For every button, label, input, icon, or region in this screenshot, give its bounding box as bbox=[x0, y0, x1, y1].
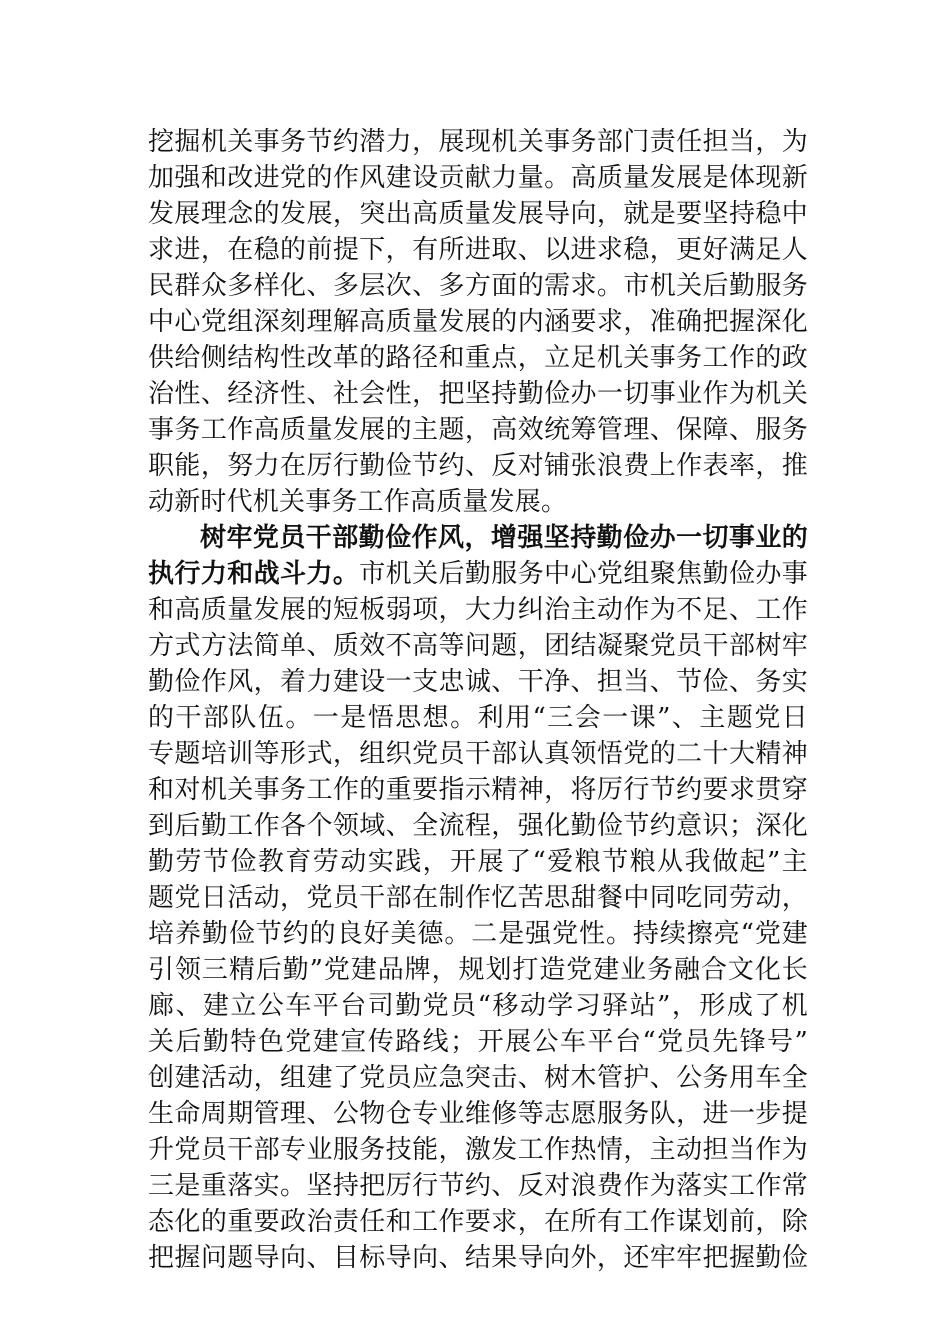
text-line: 发展理念的发展，突出高质量发展导向，就是要坚持稳中 bbox=[148, 199, 808, 229]
text-line: 中心党组深刻理解高质量发展的内涵要求，准确把握深化 bbox=[148, 307, 808, 337]
text-line: 挖掘机关事务节约潜力，展现机关事务部门责任担当，为 bbox=[148, 127, 808, 157]
text-line: 治性、经济性、社会性，把坚持勤俭办一切事业作为机关 bbox=[148, 379, 808, 409]
text-line: 民群众多样化、多层次、多方面的需求。市机关后勤服务 bbox=[148, 271, 808, 301]
text-line: 的干部队伍。一是悟思想。利用“三会一课”、主题党日 bbox=[148, 703, 808, 733]
text-line: 和对机关事务工作的重要指示精神，将厉行节约要求贯穿 bbox=[148, 775, 808, 805]
text-line: 专题培训等形式，组织党员干部认真领悟党的二十大精神 bbox=[148, 739, 808, 769]
text-line: 题党日活动，党员干部在制作忆苦思甜餐中同吃同劳动， bbox=[148, 883, 808, 913]
text-line: 关后勤特色党建宣传路线；开展公车平台“党员先锋号” bbox=[148, 1027, 808, 1057]
text-line: 把握问题导向、目标导向、结果导向外，还牢牢把握勤俭 bbox=[148, 1243, 808, 1273]
section-heading-tail: 执行力和战斗力。 bbox=[148, 559, 360, 589]
text-line: 供给侧结构性改革的路径和重点，立足机关事务工作的政 bbox=[148, 343, 808, 373]
text-line: 职能，努力在厉行勤俭节约、反对铺张浪费上作表率，推 bbox=[148, 451, 808, 481]
text-line: 三是重落实。坚持把厉行节约、反对浪费作为落实工作常 bbox=[148, 1171, 808, 1201]
text-line: 创建活动，组建了党员应急突击、树木管护、公务用车全 bbox=[148, 1063, 808, 1093]
text-line: 加强和改进党的作风建设贡献力量。高质量发展是体现新 bbox=[148, 163, 808, 193]
text-line: 事务工作高质量发展的主题，高效统筹管理、保障、服务 bbox=[148, 415, 808, 445]
text-line: 廊、建立公车平台司勤党员“移动学习驿站”，形成了机 bbox=[148, 991, 808, 1021]
text-line: 升党员干部专业服务技能，激发工作热情，主动担当作为 bbox=[148, 1135, 808, 1165]
text-line: 生命周期管理、公物仓专业维修等志愿服务队，进一步提 bbox=[148, 1099, 808, 1129]
section-heading-line: 树牢党员干部勤俭作风，增强坚持勤俭办一切事业的 bbox=[200, 523, 808, 553]
text-line: 方式方法简单、质效不高等问题，团结凝聚党员干部树牢 bbox=[148, 631, 808, 661]
text-line: 勤劳节俭教育劳动实践，开展了“爱粮节粮从我做起”主 bbox=[148, 847, 808, 877]
body-text bbox=[148, 124, 808, 1276]
text-line: 勤俭作风，着力建设一支忠诚、干净、担当、节俭、务实 bbox=[148, 667, 808, 697]
text-line: 引领三精后勤”党建品牌，规划打造党建业务融合文化长 bbox=[148, 955, 808, 985]
text-line: 动新时代机关事务工作高质量发展。 bbox=[148, 487, 568, 517]
text-line-rest: 市机关后勤服务中心党组聚焦勤俭办事 bbox=[359, 559, 808, 589]
text-line: 培养勤俭节约的良好美德。二是强党性。持续擦亮“党建 bbox=[148, 919, 808, 949]
text-line-mixed bbox=[148, 556, 808, 592]
text-line: 到后勤工作各个领域、全流程，强化勤俭节约意识；深化 bbox=[148, 811, 808, 841]
text-line: 求进，在稳的前提下，有所进取、以进求稳，更好满足人 bbox=[148, 235, 808, 265]
text-line: 态化的重要政治责任和工作要求，在所有工作谋划前，除 bbox=[148, 1207, 808, 1237]
text-line: 和高质量发展的短板弱项，大力纠治主动作为不足、工作 bbox=[148, 595, 808, 625]
